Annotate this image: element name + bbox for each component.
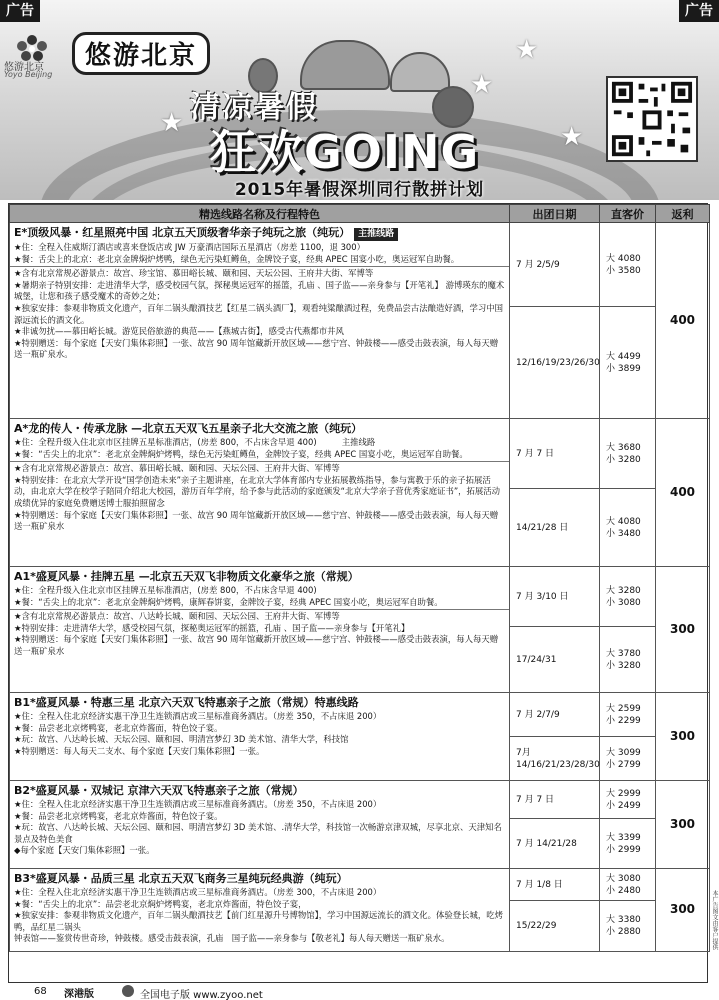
route-detail-line: ★餐：品尝老北京烤鸭宴，老北京炸酱面，特色饺子宴。	[14, 722, 223, 733]
adult-price: 大 3780	[606, 648, 641, 659]
castle-illustration	[390, 52, 450, 92]
headline-going: 狂欢GOING	[210, 125, 480, 179]
child-price: 小 3480	[606, 528, 641, 539]
route-detail-line: ★独家安排：参观非物质文化遗产，百年二锅头酿酒技艺【红星二锅头酒厂】，观看纯粱酿酒过程，免费品尝古法酿造好酒，学习中国源远流长的酒文化。	[14, 302, 504, 325]
departure-date: 7 月 7 日	[510, 781, 600, 819]
header-date: 出团日期	[510, 205, 600, 223]
route-detail-line: ★住：全程入住北京经济实惠干净卫生连锁酒店或三星标准商务酒店。（房差 350，不占床退 200）	[14, 711, 382, 721]
route-title	[14, 569, 505, 584]
route-detail-line: ★暑期亲子特别安排：走进清华大学，感受校园气氛，探秘奥运冠军的摇篮，孔庙 、国子监——亲身参与【开笔礼】 游博瑛东的魔术城堡，让您和孩子感受魔术的奇妙之处；	[14, 279, 505, 302]
edition-circle-icon	[122, 985, 134, 997]
route-title	[14, 783, 505, 798]
price-cell	[600, 693, 656, 737]
child-price: 小 2299	[606, 715, 641, 726]
price-cell	[600, 737, 656, 781]
route-title	[14, 421, 505, 436]
departure-date: 7 月 14/21/28	[510, 819, 600, 869]
departure-date: 7月 14/16/21/23/28/30	[510, 737, 600, 781]
adult-price: 大 3280	[606, 585, 641, 596]
child-price: 小 3080	[606, 597, 641, 608]
route-detail-line: ★住：全程入住威斯汀酒店或喜来登饭店或 JW 万豪酒店国际五星酒店（房差 1100，退 300）	[14, 242, 365, 252]
route-description	[10, 223, 510, 419]
route-detail-line: ◆每个家庭【天安门集体彩照】一张。	[14, 845, 155, 856]
table-row	[10, 419, 710, 489]
route-detail-line: ★餐：舌尖上的北京：老北京金牌焖炉烤鸭，绿色无污染虹鳟鱼，金牌饺子宴，经典 APEC 国宴小吃，奥运冠军自助餐。	[14, 253, 460, 264]
side-note: 本广告图文由客户提供	[711, 890, 718, 950]
adult-price: 大 4080	[606, 253, 641, 264]
route-detail-line: ★住：全程入住北京经济实惠干净卫生连锁酒店或三星标准商务酒店。（房差 300，不占床退 200）	[14, 887, 382, 897]
price-cell	[600, 627, 656, 693]
adult-price: 大 4080	[606, 516, 641, 527]
ad-label-right: 广告	[679, 0, 719, 22]
route-title-text: E*顶级风暴・红星照亮中国 北京五天顶级奢华亲子纯玩之旅（纯玩）	[14, 226, 351, 239]
departure-date: 15/22/29	[510, 901, 600, 952]
adult-price: 大 3080	[606, 873, 641, 884]
departure-date: 12/16/19/23/26/30	[510, 307, 600, 419]
route-detail-line: ★含有北京常规必游景点：故宫、慕田峪长城、颐和园、天坛公园、王府井大街、军博等	[14, 463, 340, 474]
logo-text: 悠游北京	[4, 62, 44, 73]
table-row	[10, 781, 710, 819]
route-detail-line: ★特别赠送：每个家庭【天安门集体彩照】一张、故宫 90 周年馆藏新开放区域——慈宁宫、钟鼓楼——感受击鼓表演，每人每天赠送一瓶矿泉水	[14, 509, 499, 532]
child-price: 小 2880	[606, 927, 641, 937]
qr-code-icon	[606, 76, 698, 162]
banner	[0, 0, 719, 200]
route-detail-line: ★含有北京常规必游景点：故宫、八达岭长城、颐和园、天坛公园、王府井大街、军博等	[14, 611, 340, 622]
adult-price: 大 2599	[606, 703, 641, 714]
adult-price: 大 3099	[606, 747, 641, 758]
price-cell	[600, 781, 656, 819]
price-cell	[600, 419, 656, 489]
route-detail-line: ★含有北京常规必游景点：故宫、珍宝馆、慕田峪长城、颐和园、天坛公园、王府井大街、军博等	[14, 268, 374, 279]
departure-date: 7 月 2/7/9	[510, 693, 600, 737]
divider	[10, 266, 509, 267]
edition-label: 深港版	[64, 989, 94, 1000]
route-detail-line: ★住：全程升级入住北京市区挂牌五星标准酒店，(房差 800，不占床含早退 400) 主推线路	[14, 437, 376, 447]
itinerary-table	[8, 203, 708, 983]
route-detail-line: 钟表馆——鉴赏传世奇珍，钟鼓楼。感受击鼓表演，孔庙 国子监——亲身参与【敬老礼】每人每天赠送一瓶矿泉水。	[14, 933, 450, 944]
child-price: 小 3280	[606, 454, 641, 465]
route-detail-line: ★住：全程入住北京经济实惠干净卫生连锁酒店或三星标准商务酒店。（房差 350，不占床退 200）	[14, 799, 382, 809]
route-detail-line: ★特别赠送：每个家庭【天安门集体彩照】一张、故宫 90 周年馆藏新开放区域——慈宁宫、钟鼓楼——感受击鼓表演，每人每天赠送一瓶矿泉水。	[14, 337, 499, 360]
header-rebate: 返利	[656, 205, 710, 223]
route-title	[14, 871, 505, 886]
table-header-row	[10, 205, 710, 223]
rebate-value: 400	[656, 223, 710, 419]
child-price: 小 2799	[606, 759, 641, 770]
route-description	[10, 781, 510, 869]
route-title-text: B1*盛夏风暴・特惠三星 北京六天双飞特惠亲子之旅（常规）特惠线路	[14, 696, 359, 709]
route-detail-line: ★特别安排：走进清华大学，感受校园气氛，探秘奥运冠军的摇篮，孔庙 、国子监——亲身参与【开笔礼】	[14, 622, 410, 633]
route-detail-line: ★餐：“舌尖上的北京”：老北京金牌焖炉烤鸭，绿色无污染虹鳟鱼，金牌饺子宴，经典 APEC 国宴小吃，奥运冠军自助餐。	[14, 448, 468, 459]
price-cell	[600, 489, 656, 567]
child-price: 小 3580	[606, 265, 641, 276]
route-detail-line: ★餐：“舌尖上的北京”：老北京金牌焖炉烤鸭，康辉春饼宴，金牌饺子宴，经典 APEC 国宴小吃，奥运冠军自助餐。	[14, 596, 443, 607]
price-cell	[600, 819, 656, 869]
price-cell	[600, 223, 656, 307]
adult-price: 大 3680	[606, 442, 641, 453]
route-description	[10, 419, 510, 567]
route-detail-line: ★餐：“舌尖上的北京”：品尝老北京焖炉烤鸭宴，老北京炸酱面，特色饺子宴，	[14, 898, 307, 909]
adult-price: 大 2999	[606, 788, 641, 799]
child-price: 小 2499	[606, 800, 641, 811]
child-price: 小 3280	[606, 660, 641, 671]
rebate-value: 300	[656, 781, 710, 869]
star-icon: ★	[560, 122, 584, 152]
website-label: 全国电子版 www.zyoo.net	[140, 990, 263, 1000]
ad-label-left: 广告	[0, 0, 40, 22]
table-row	[10, 567, 710, 627]
route-detail-line: ★非诚勿扰——慕田峪长城。游览民俗旅游的典范——【燕城古街】，感受古代燕都市井风	[14, 326, 344, 337]
star-icon: ★	[470, 70, 494, 100]
table-row	[10, 693, 710, 737]
rebate-value: 400	[656, 419, 710, 567]
table-row	[10, 869, 710, 901]
route-detail-line: ★特别安排：在北京大学开设“国学创造未来”亲子主题讲座，在北京大学体育部内专业拓展教练指导，参与寓教于乐的亲子拓展活动，由北京大学在校学子陪同介绍北大校园，游历百年学府，给予参与此活动的家庭颁发“北京大学亲子营优秀家庭证书”，拓展活动成绩优异的家庭免费赠送博士服拍照留念	[14, 474, 501, 508]
route-title	[14, 225, 505, 241]
rebate-value: 300	[656, 567, 710, 693]
route-detail-line: ★特别赠送：每人每天二支水、每个家庭【天安门集体彩照】一张。	[14, 745, 265, 756]
price-cell	[600, 307, 656, 419]
divider	[10, 609, 509, 610]
departure-date: 7 月 2/5/9	[510, 223, 600, 307]
departure-date: 7 月 7 日	[510, 419, 600, 489]
logo-english: Yoyo Beijing	[4, 70, 53, 79]
route-description	[10, 869, 510, 952]
routes-body	[10, 223, 710, 952]
brand-title: 悠游北京	[72, 32, 210, 75]
price-cell	[600, 567, 656, 627]
route-detail-line: ★住：全程升级入住北京市区挂牌五星标准酒店，(房差 800，不占床含早退 400)	[14, 585, 317, 595]
child-price: 小 2999	[606, 844, 641, 855]
departure-date: 7 月 3/10 日	[510, 567, 600, 627]
departure-date: 14/21/28 日	[510, 489, 600, 567]
rebate-value: 300	[656, 693, 710, 781]
page-number: 68	[34, 986, 47, 997]
route-detail-line: ★玩：故宫、八达岭长城、天坛公园、颐和园、明清宫梦幻 3D 美术馆、.清华大学，科技馆一次畅游京津双城，尽享北京、天津知名景点及特色美食	[14, 822, 502, 844]
header-route: 精选线路名称及行程特色	[10, 205, 510, 223]
route-title-text: A*龙的传人・传承龙脉 —北京五天双飞五星亲子北大交流之旅（纯玩）	[14, 422, 363, 435]
rebate-value: 300	[656, 869, 710, 952]
headline-summer: 清凉暑假	[190, 90, 318, 125]
departure-date: 7 月 1/8 日	[510, 869, 600, 901]
route-detail-line: ★独家安排：参观非物质文化遗产，百年二锅头酿酒技艺【前门红星源升号博物馆】，学习中国源远流长的酒文化。体验登长城，吃烤鸭，品红星二锅头	[14, 910, 504, 932]
route-description	[10, 693, 510, 781]
header-price: 直客价	[600, 205, 656, 223]
page-subtitle: 2015年暑假深圳同行散拼计划	[234, 180, 485, 200]
price-cell	[600, 901, 656, 952]
price-cell	[600, 869, 656, 901]
route-title-text: B3*盛夏风暴・品质三星 北京五天双飞商务三星纯玩经典游（纯玩）	[14, 872, 348, 885]
child-price: 小 3899	[606, 363, 641, 374]
route-description	[10, 567, 510, 693]
star-icon: ★	[160, 108, 184, 138]
route-title	[14, 695, 505, 710]
route-detail-line: ★特别赠送：每个家庭【天安门集体彩照】一张、故宫 90 周年馆藏新开放区域——慈宁宫、钟鼓楼——感受击鼓表演，每人每天赠送一瓶矿泉水	[14, 634, 499, 656]
route-detail-line: ★餐：品尝老北京烤鸭宴，老北京炸酱面，特色饺子宴。	[14, 810, 223, 821]
route-title-text: A1*盛夏风暴・挂牌五星 —北京五天双飞非物质文化豪华之旅（常规）	[14, 570, 359, 583]
adult-price: 大 3399	[606, 832, 641, 843]
child-price: 小 2480	[606, 885, 641, 896]
footer	[0, 983, 719, 1000]
route-title-text: B2*盛夏风暴・双城记 京津六天双飞特惠亲子之旅（常规）	[14, 784, 304, 797]
adult-price: 大 3380	[606, 915, 641, 925]
route-detail-line: ★玩：故宫、八达岭长城、天坛公园、颐和园、明清宫梦幻 3D 美术馆、清华大学，科技馆	[14, 734, 349, 745]
divider	[10, 461, 509, 462]
table-row	[10, 223, 710, 307]
adult-price: 大 4499	[606, 351, 641, 362]
main-route-badge: 主推线路	[354, 228, 398, 241]
departure-date: 17/24/31	[510, 627, 600, 693]
star-icon: ★	[515, 35, 539, 65]
